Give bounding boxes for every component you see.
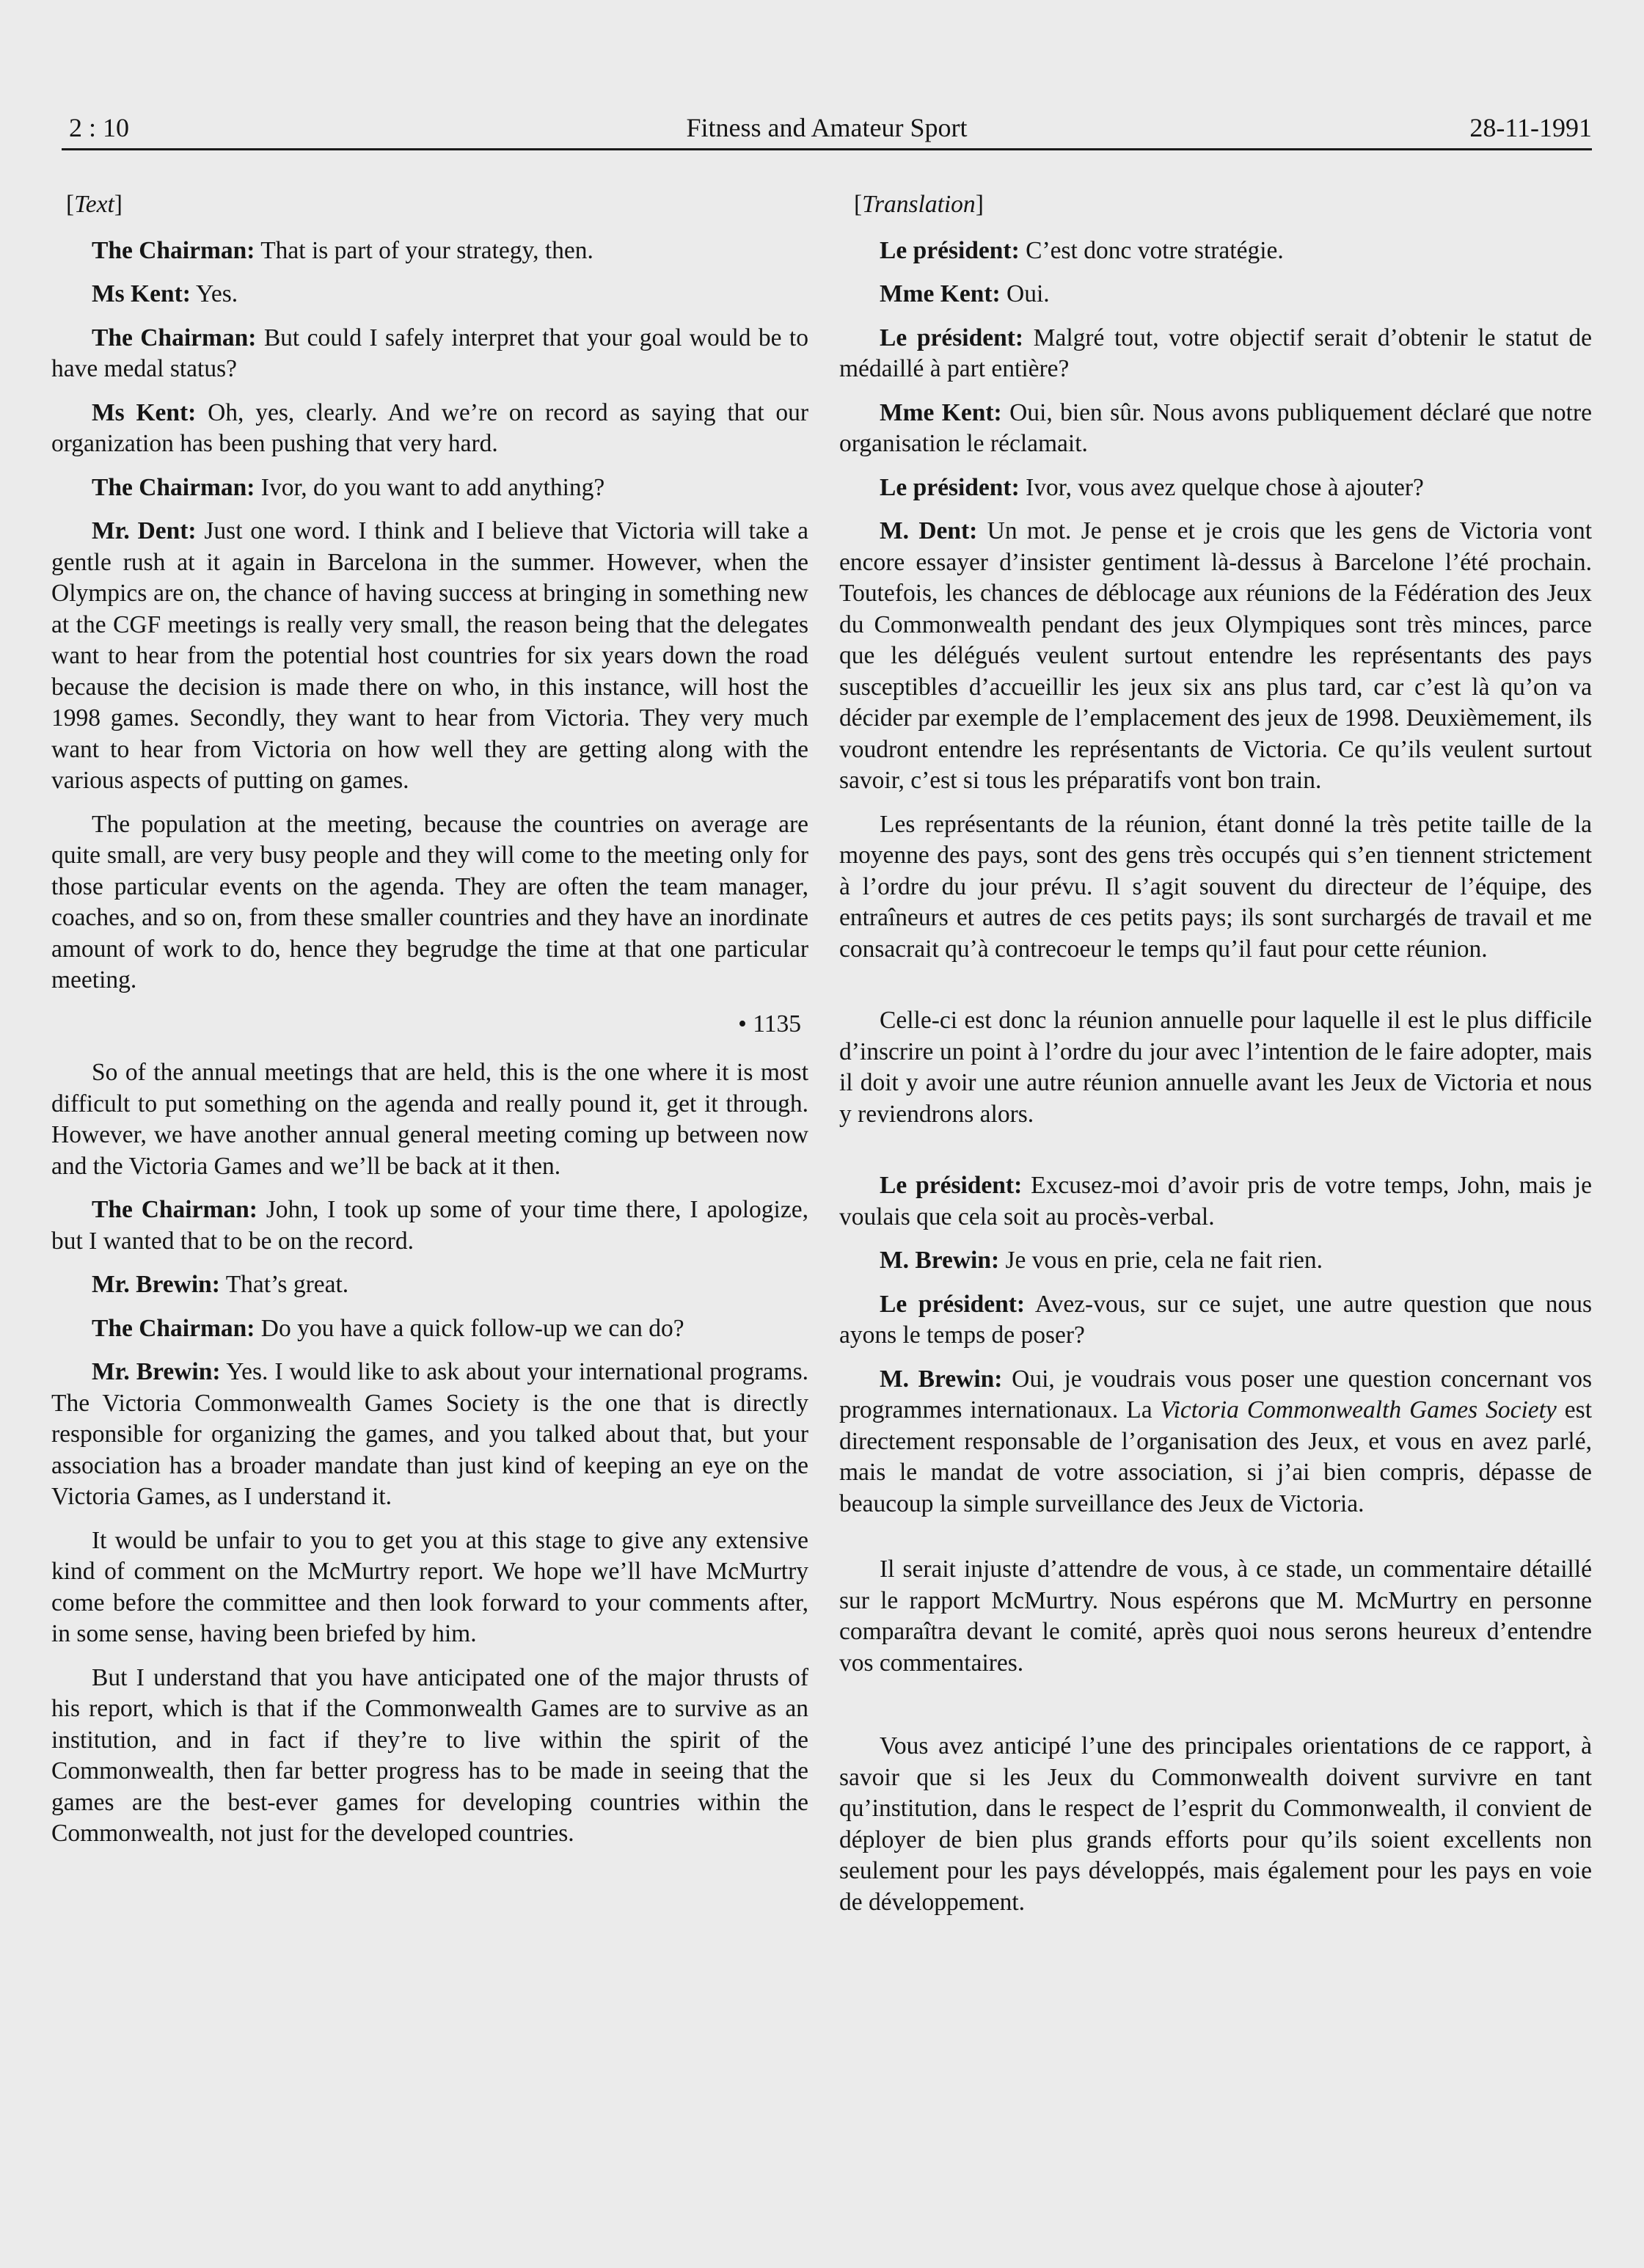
paragraph: Mr. Brewin: That’s great. xyxy=(92,1271,349,1298)
paragraph: Ms Kent: Oh, yes, clearly. And we’re on record as saying that our organization has been pushing that very hard. xyxy=(51,398,808,457)
paragraph: Mr. Brewin: Yes. I would like to ask about your international programs. The Victoria Commonwealth Games Society is the one that is directly responsible for organizing the games, and you talked about that, but your association has a broader mandate than just kind of keeping an eye on the Victoria Games, as I understand it. xyxy=(51,1358,808,1510)
speaker-name: M. Brewin: xyxy=(880,1365,1003,1393)
sitting-date: 28-11-1991 xyxy=(1469,113,1592,142)
spacer xyxy=(839,1142,1592,1170)
time-marker: • 1135 xyxy=(738,1010,801,1038)
speaker-name: Le président: xyxy=(880,1172,1023,1199)
paragraph: M. Brewin: Je vous en prie, cela ne fait rien. xyxy=(880,1247,1323,1274)
spacer xyxy=(839,1691,1592,1731)
speaker-name: The Chairman: xyxy=(92,236,255,264)
speaker-name: The Chairman: xyxy=(92,1314,255,1342)
speaker-name: Ms Kent: xyxy=(92,398,197,426)
speaker-name: Le président: xyxy=(880,473,1020,501)
speaker-name: Mme Kent: xyxy=(880,280,1001,307)
text-label: [Text] xyxy=(66,191,123,218)
english-column xyxy=(51,189,808,1862)
speaker-name: M. Dent: xyxy=(880,517,978,544)
speaker-name: M. Brewin: xyxy=(880,1247,1000,1274)
speaker-name: Mr. Dent: xyxy=(92,517,197,544)
paragraph: M. Brewin: Oui, je voudrais vous poser une question concernant vos programmes internationaux. La Victoria Commonwealth Games Society est directement responsable de l’organisation des Jeux, et vous en avez parlé, mais le mandat de votre association, si j’ai bien compris, dépasse de beaucoup la simple surveillance des Jeux de Victoria. xyxy=(839,1365,1593,1517)
paragraph: Vous avez anticipé l’une des principales orientations de ce rapport, à savoir que si les Jeux du Commonwealth doivent survivre en tant qu’institution, dans le respect de l’esprit du Commonwealth, il convient de déployer de bien plus grands efforts pour qu’ils soient excellents non seulement pour les pays développés, mais également pour les pays en voie de développement. xyxy=(839,1732,1592,1916)
paragraph: It would be unfair to you to get you at this stage to give any extensive kind of comment on the McMurtry report. We hope we’ll have McMurtry come before the committee and then look forward to your comments after, in some sense, having been briefed by him. xyxy=(51,1526,808,1647)
paragraph: The Chairman: Ivor, do you want to add anything? xyxy=(92,473,605,501)
paragraph: The Chairman: That is part of your strategy, then. xyxy=(92,236,593,264)
paragraph: M. Dent: Un mot. Je pense et je crois que les gens de Victoria vont encore essayer d’insister gentiment là-dessus à Barcelone l’été prochain. Toutefois, les chances de déblocage aux réunions de la Fédération des Jeux du Commonwealth pendant des jeux Olympiques sont très minces, parce que les délégués veulent surtout entendre les représentants des pays susceptibles d’accueillir les jeux six ans plus tard, car c’est là qu’on va décider par exemple de l’emplacement des jeux de 1998. Deuxièmement, ils voudront entendre les représentants de Victoria. Ce qu’ils veulent surtout savoir, c’est si tous les préparatifs vont bon train. xyxy=(839,517,1592,794)
speaker-name: Mr. Brewin: xyxy=(92,1271,220,1298)
speaker-name: Le président: xyxy=(880,1290,1026,1318)
paragraph: Les représentants de la réunion, étant donné la très petite taille de la moyenne des pays, sont des gens très occupés qui s’en tiennent strictement à l’ordre du jour prévu. Il s’agit souvent du directeur de l’équipe, des entraîneurs et autres de ces petits pays; ils sont surchargés de travail et me consacrait qu’à contrecoeur le temps qu’il faut pour cette réunion. xyxy=(839,810,1592,963)
paragraph: Celle-ci est donc la réunion annuelle pour laquelle il est le plus difficile d’inscrire un point à l’ordre du jour avec l’intention de le faire adopter, mais il doit y avoir une autre réunion annuelle avant les Jeux de Victoria et nous y reviendrons alors. xyxy=(839,1007,1592,1128)
paragraph: The Chairman: John, I took up some of your time there, I apologize, but I wanted that to be on the record. xyxy=(51,1196,808,1255)
translation-label: [Translation] xyxy=(854,191,984,218)
paragraph: Le président: Excusez-moi d’avoir pris de votre temps, John, mais je voulais que cela soit au procès-verbal. xyxy=(839,1172,1592,1230)
paragraph: Le président: Ivor, vous avez quelque chose à ajouter? xyxy=(880,473,1424,501)
paragraph: The population at the meeting, because the countries on average are quite small, are very busy people and they will come to the meeting only for those particular events on the agenda. They are often the team manager, coaches, and so on, from these smaller countries and they have an inordinate amount of work to do, hence they begrudge the time at that one particular meeting. xyxy=(51,810,808,993)
french-column xyxy=(839,189,1592,1930)
spacer xyxy=(839,977,1592,1005)
speaker-name: The Chairman: xyxy=(92,1196,257,1223)
page-header xyxy=(62,110,1592,150)
paragraph: Mr. Dent: Just one word. I think and I believe that Victoria will take a gentle rush at it again in Barcelona in the summer. However, when the Olympics are on, the chance of having success at bringing in something new at the CGF meetings is really very small, the reason being that the delegates want to hear from the potential host countries for six years down the road because the decision is made there on who, in this instance, will host the 1998 games. Secondly, they want to hear from Victoria. They very much want to hear from Victoria on how well they are getting along with the various aspects of putting on games. xyxy=(51,517,808,794)
paragraph: The Chairman: Do you have a quick follow-up we can do? xyxy=(92,1314,684,1342)
paragraph: The Chairman: But could I safely interpret that your goal would be to have medal status? xyxy=(51,324,808,382)
paragraph: Le président: C’est donc votre stratégie. xyxy=(880,236,1284,264)
spacer xyxy=(839,1532,1592,1554)
speaker-name: The Chairman: xyxy=(92,324,257,351)
speaker-name: Le président: xyxy=(880,324,1024,351)
paragraph: Le président: Malgré tout, votre objectif serait d’obtenir le statut de médaillé à part entière? xyxy=(839,324,1592,382)
paragraph: Mme Kent: Oui. xyxy=(880,280,1050,307)
speaker-name: Mr. Brewin: xyxy=(92,1358,221,1385)
paragraph: Il serait injuste d’attendre de vous, à ce stade, un commentaire détaillé sur le rapport McMurtry. Nous espérons que M. McMurtry en personne comparaîtra devant le comité, après quoi nous serons heureux d’entendre vos commentaires. xyxy=(839,1556,1592,1677)
speaker-name: Le président: xyxy=(880,236,1020,264)
paragraph: But I understand that you have anticipated one of the major thrusts of his report, which is that if the Commonwealth Games are to survive as an institution, and in fact if they’re to live within the spirit of the Commonwealth, then far better progress has to be made in seeing that the games are the best-ever games for developing countries within the Commonwealth, not just for the developed countries. xyxy=(51,1663,808,1847)
paragraph: Le président: Avez-vous, sur ce sujet, une autre question que nous ayons le temps de poser? xyxy=(839,1290,1592,1349)
page-number: 2 : 10 xyxy=(69,113,130,142)
paragraph: Ms Kent: Yes. xyxy=(92,280,238,307)
paragraph: Mme Kent: Oui, bien sûr. Nous avons publiquement déclaré que notre organisation le réclamait. xyxy=(839,398,1593,457)
paragraph: So of the annual meetings that are held, this is the one where it is most difficult to put something on the agenda and really pound it, get it through. However, we have another annual general meeting coming up between now and the Victoria Games and we’ll be back at it then. xyxy=(51,1059,808,1180)
speaker-name: Mme Kent: xyxy=(880,398,1002,426)
running-title: Fitness and Amateur Sport xyxy=(686,113,968,142)
speaker-name: The Chairman: xyxy=(92,473,255,501)
speaker-name: Ms Kent: xyxy=(92,280,191,307)
society-name: Victoria Commonwealth Games Society xyxy=(1160,1396,1557,1423)
